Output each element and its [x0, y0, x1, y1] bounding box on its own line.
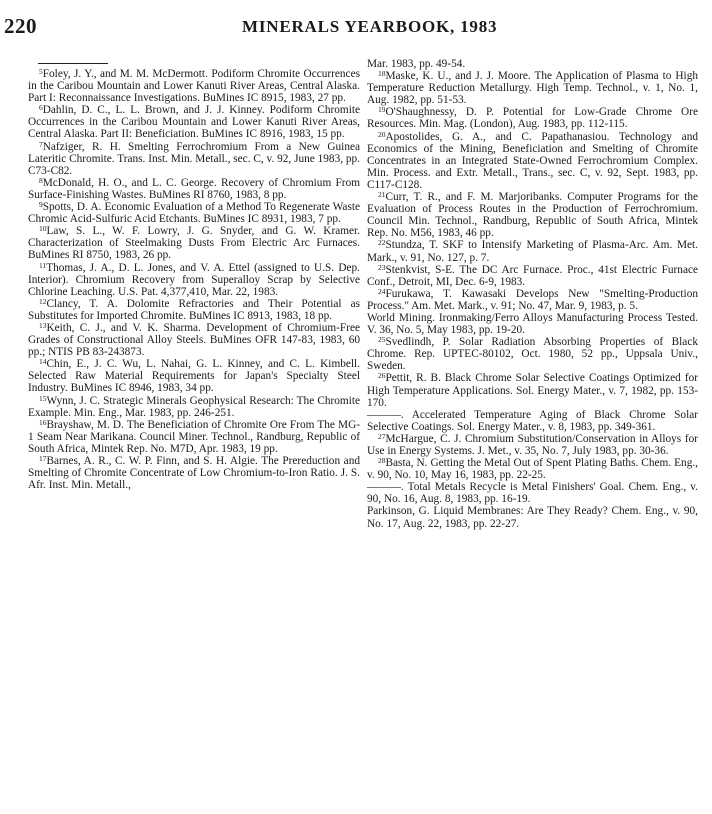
footnote-number: 22: [378, 238, 386, 248]
reference-entry: [28, 395, 360, 419]
reference-text: Furukawa, T. Kawasaki Develops New "Smelting-Production Process." Am. Met. Mark., v. 91; No. 47, Mar. 9, 1983, p. 5.: [367, 287, 698, 312]
reference-text: World Mining. Ironmaking/Ferro Alloys Manufacturing Process Tested. V. 36, No. 5, May 1983, pp. 19-20.: [367, 311, 698, 337]
reference-text: Chin, E., J. C. Wu, L. Nahai, G. L. Kinney, and C. L. Kimbell. Selected Raw Material Requirements for Japan's Specialty Steel Industry. BuMines IC 8946, 1983, 34 pp.: [28, 358, 360, 395]
footnote-number: 24: [378, 286, 386, 296]
footnote-number: 26: [378, 371, 386, 381]
reference-text: Clancy, T. A. Dolomite Refractories and Their Potential as Substitutes for Imported Chromite. BuMines IC 8913, 1983, 18 pp.: [28, 297, 360, 322]
reference-entry: [367, 505, 698, 529]
reference-entry: [28, 298, 360, 322]
reference-text: McDonald, H. O., and L. C. George. Recovery of Chromium From Surface-Finishing Wastes. BuMines RI 8760, 1983, 8 pp.: [28, 176, 360, 201]
footnote-number: 17: [39, 454, 47, 463]
page-number: 220: [4, 14, 37, 38]
footnote-number: 16: [39, 417, 47, 427]
reference-text: O'Shaughnessy, D. P. Potential for Low-Grade Chrome Ore Resources. Min. Mag. (London), Aug. 1983, pp. 112-115.: [367, 106, 698, 131]
reference-entry: [367, 336, 698, 372]
footnote-number: 25: [378, 335, 386, 345]
footnote-number: 19: [378, 105, 386, 115]
reference-entry: [28, 201, 360, 225]
reference-entry: [367, 106, 698, 130]
reference-entry: [28, 177, 360, 201]
reference-text: Foley, J. Y., and M. M. McDermott. Podiform Chromite Occurrences in the Caribou Mountain and Lower Kanuti River Areas, Central Alaska. Part I: Reconnaissance Investigations. BuMines IC 8915, 1983, 27 pp.: [28, 68, 360, 105]
reference-text: Law, S. L., W. F. Lowry, J. G. Snyder, and G. W. Kramer. Characterization of Steelmaking Dusts From Electric Arc Furnaces. BuMines RI 8750, 1983, 26 pp.: [28, 225, 360, 262]
reference-entry: [28, 68, 360, 104]
reference-text: ———. Accelerated Temperature Aging of Black Chrome Solar Selective Coatings. Sol. Energy Mater., v. 8, 1983, pp. 349-361.: [367, 408, 698, 433]
right-reference-list: [367, 58, 698, 530]
footnote-number: 21: [378, 190, 386, 200]
footnote-number: 23: [378, 262, 386, 272]
reference-entry: [367, 433, 698, 457]
footnote-number: 9: [39, 200, 43, 210]
reference-entry: [28, 419, 360, 455]
reference-entry: [367, 481, 698, 505]
reference-text: Thomas, J. A., D. L. Jones, and V. A. Ettel (assigned to U.S. Dep. Interior). Chromium Recovery from Superalloy Scrap by Selective Chlorine Leaching. U.S. Pat. 4,377,410, Mar. 22, 1983.: [28, 261, 360, 298]
reference-text: Svedlindh, P. Solar Radiation Absorbing Properties of Black Chrome. Rep. UPTEC-80102, Oct. 1980, 52 pp., Uppsala Univ., Sweden.: [367, 336, 698, 373]
reference-text: Dahlin, D. C., L. L. Brown, and J. J. Kinney. Podiform Chromite Occurrences in the Caribou Mountain and Lower Kanuti River Areas, Central Alaska. Part II: Beneficiation. BuMines IC 8916, 1983, 15 pp.: [28, 104, 360, 141]
footnote-number: 5: [39, 67, 43, 76]
footnote-number: 13: [39, 320, 47, 330]
reference-entry: [367, 372, 698, 408]
reference-entry: [367, 264, 698, 288]
reference-text: Basta, N. Getting the Metal Out of Spent Plating Baths. Chem. Eng., v. 90, No. 10, May 16, 1983, pp. 22-25.: [367, 457, 698, 482]
reference-text: Pettit, R. B. Black Chrome Solar Selective Coatings Optimized for High Temperature Applications. Sol. Energy Mater., v. 7, 1982, pp. 153-170.: [367, 372, 698, 409]
reference-entry: [28, 262, 360, 298]
reference-entry: [28, 455, 360, 491]
reference-entry: [28, 322, 360, 358]
reference-entry: [367, 409, 698, 433]
footnote-number: 20: [378, 129, 386, 139]
reference-entry: [367, 131, 698, 191]
reference-text: Apostolides, G. A., and C. Papathanasiou. Technology and Economics of the Mining, Beneficiation and Smelting of Chromite Concentrates in an Integrated State-Owned Ferrochromium Complex. Min. Process. and Extr. Metall., Trans., sec. C, v. 92, Sept. 1983, pp. C117-C128.: [367, 130, 698, 191]
reference-text: Maske, K. U., and J. J. Moore. The Application of Plasma to High Temperature Reduction Metallurgy. High Temp. Technol., v. 1, No. 1, Aug. 1982, pp. 51-53.: [367, 70, 698, 107]
reference-text: Mar. 1983, pp. 49-54.: [367, 58, 466, 70]
reference-entry: [367, 239, 698, 263]
footnote-number: 15: [39, 393, 47, 403]
left-column: [28, 60, 360, 491]
reference-text: Spotts, D. A. Economic Evaluation of a Method To Regenerate Waste Chromic Acid-Sulfuric Acid Etchants. BuMines IC 8931, 1983, 7 pp.: [28, 201, 360, 226]
reference-entry: [367, 457, 698, 481]
running-title: MINERALS YEARBOOK, 1983: [242, 17, 498, 36]
footnote-number: 7: [39, 139, 43, 149]
reference-text: Nafziger, R. H. Smelting Ferrochromium From a New Guinea Lateritic Chromite. Trans. Inst. Min. Metall., sec. C, v. 92, June 1983, pp. C73-C82.: [28, 140, 360, 177]
reference-entry: [367, 312, 698, 336]
reference-text: ———. Total Metals Recycle is Metal Finishers' Goal. Chem. Eng., v. 90, No. 16, Aug. 8, 1983, pp. 16-19.: [367, 481, 698, 506]
footnote-number: 14: [39, 357, 47, 367]
reference-text: McHargue, C. J. Chromium Substitution/Conservation in Alloys for Use in Energy Systems. J. Met., v. 35, No. 7, July 1983, pp. 30-36.: [367, 432, 698, 457]
reference-text: Wynn, J. C. Strategic Minerals Geophysical Research: The Chromite Example. Min. Eng., Mar. 1983, pp. 246-251.: [28, 394, 360, 419]
footnote-number: 28: [378, 456, 386, 466]
left-reference-list: [28, 68, 360, 491]
footnote-number: 10: [39, 224, 47, 234]
reference-entry: [367, 58, 698, 70]
footnote-number: 6: [39, 103, 43, 113]
footnote-number: 27: [378, 431, 386, 441]
reference-entry: [367, 191, 698, 239]
reference-entry: [367, 70, 698, 106]
reference-entry: [28, 104, 360, 140]
reference-text: Curr, T. R., and F. M. Marjoribanks. Computer Programs for the Evaluation of Process Routes in the Production of Ferrochromium. Council Min. Technol., Randburg, Republic of South Africa, Mintek Rep. No. M56, 1983, 46 pp.: [367, 191, 698, 240]
footnote-number: 18: [378, 69, 386, 79]
reference-entry: [28, 225, 360, 261]
right-column: [367, 58, 698, 530]
reference-entry: [367, 288, 698, 312]
reference-text: Parkinson, G. Liquid Membranes: Are They Ready? Chem. Eng., v. 90, No. 17, Aug. 22, 1983, pp. 22-27.: [367, 505, 698, 530]
footnote-number: 11: [39, 260, 47, 270]
reference-text: Brayshaw, M. D. The Beneficiation of Chromite Ore From The MG-1 Seam Near Marikana. Council Miner. Technol., Randburg, Republic of South Africa, Mintek Rep. No. M7D, Apr. 1983, 19 pp.: [28, 418, 360, 455]
reference-entry: [28, 358, 360, 394]
reference-text: Stundza, T. SKF to Intensify Marketing of Plasma-Arc. Am. Met. Mark., v. 91, No. 127, p. 7.: [367, 239, 698, 264]
reference-text: Barnes, A. R., C. W. P. Finn, and S. H. Algie. The Prereduction and Smelting of Chromite Concentrate of Low Chromium-to-Iron Ratio. J. S. Afr. Inst. Min. Metall.,: [28, 455, 360, 492]
reference-text: Keith, C. J., and V. K. Sharma. Development of Chromium-Free Grades of Constructional Alloy Steels. BuMines OFR 147-83, 1983, 60 pp.; NTIS PB 83-243873.: [28, 321, 360, 359]
footnote-number: 8: [39, 175, 43, 185]
reference-entry: [28, 141, 360, 177]
reference-text: Stenkvist, S-E. The DC Arc Furnace. Proc., 41st Electric Furnace Conf., Detroit, MI, Dec. 6-9, 1983.: [367, 263, 698, 288]
footnote-number: 12: [39, 296, 47, 306]
